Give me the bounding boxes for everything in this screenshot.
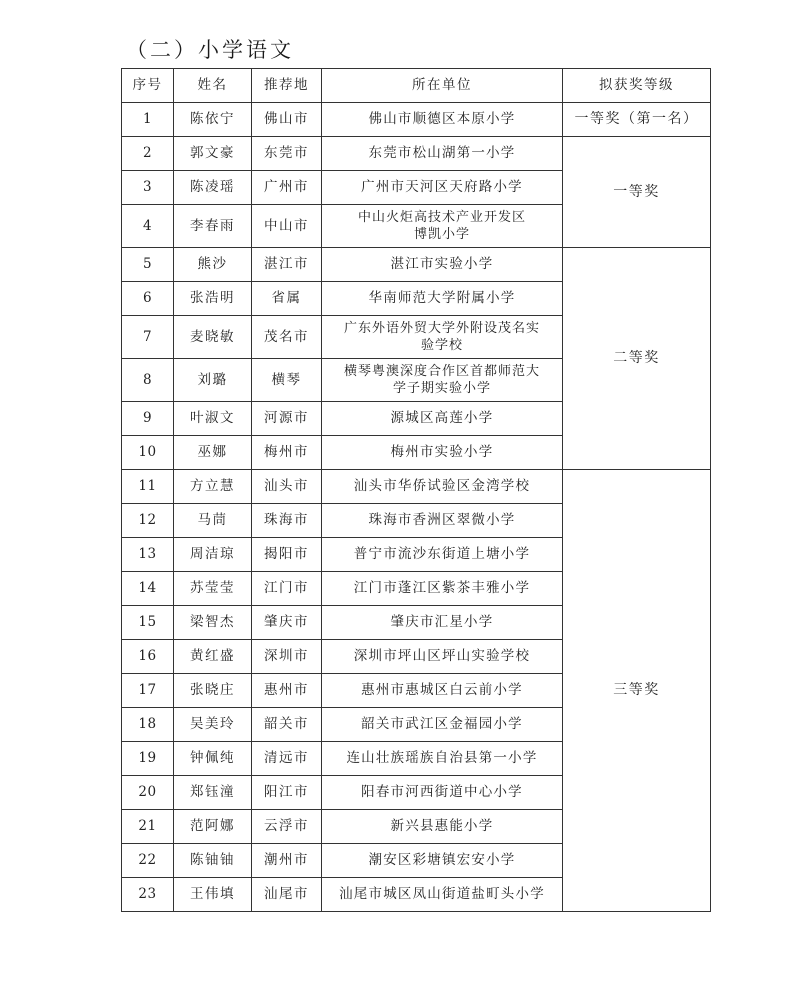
cell-unit: 源城区高莲小学 <box>322 402 563 436</box>
cell-unit-line: 验学校 <box>420 338 463 353</box>
cell-num: 11 <box>122 470 174 504</box>
cell-num: 23 <box>122 878 174 912</box>
table-row <box>122 137 711 171</box>
cell-num: 18 <box>122 708 174 742</box>
cell-unit: 梅州市实验小学 <box>322 436 563 470</box>
cell-unit: 潮安区彩塘镇宏安小学 <box>322 844 563 878</box>
cell-num: 8 <box>122 359 174 402</box>
cell-name: 郭文豪 <box>174 137 252 171</box>
cell-city: 深圳市 <box>252 640 322 674</box>
cell-num: 21 <box>122 810 174 844</box>
cell-city: 佛山市 <box>252 103 322 137</box>
cell-city: 河源市 <box>252 402 322 436</box>
cell-num: 4 <box>122 205 174 248</box>
cell-name: 李春雨 <box>174 205 252 248</box>
cell-unit: 佛山市顺德区本原小学 <box>322 103 563 137</box>
award-table <box>121 68 711 912</box>
table-row <box>122 470 711 504</box>
cell-num: 10 <box>122 436 174 470</box>
section-title: （二）小学语文 <box>126 38 294 62</box>
cell-unit: 汕头市华侨试验区金湾学校 <box>322 470 563 504</box>
cell-unit: 韶关市武江区金福园小学 <box>322 708 563 742</box>
header-award: 拟获奖等级 <box>563 69 711 103</box>
cell-num: 22 <box>122 844 174 878</box>
cell-name: 叶淑文 <box>174 402 252 436</box>
cell-unit: 连山壮族瑶族自治县第一小学 <box>322 742 563 776</box>
cell-city: 广州市 <box>252 171 322 205</box>
cell-name: 麦晓敏 <box>174 316 252 359</box>
cell-name: 熊沙 <box>174 248 252 282</box>
header-city: 推荐地 <box>252 69 322 103</box>
cell-unit-line: 广东外语外贸大学外附设茂名实 <box>343 321 540 336</box>
cell-city: 省属 <box>252 282 322 316</box>
cell-city: 东莞市 <box>252 137 322 171</box>
cell-city: 中山市 <box>252 205 322 248</box>
cell-unit: 汕尾市城区凤山街道盐町头小学 <box>322 878 563 912</box>
cell-num: 5 <box>122 248 174 282</box>
cell-num: 2 <box>122 137 174 171</box>
cell-unit: 惠州市惠城区白云前小学 <box>322 674 563 708</box>
cell-num: 13 <box>122 538 174 572</box>
cell-unit: 华南师范大学附属小学 <box>322 282 563 316</box>
cell-unit: 普宁市流沙东街道上塘小学 <box>322 538 563 572</box>
cell-unit: 新兴县惠能小学 <box>322 810 563 844</box>
cell-award: 一等奖（第一名） <box>563 103 711 137</box>
cell-num: 9 <box>122 402 174 436</box>
cell-name: 郑钰潼 <box>174 776 252 810</box>
table-row <box>122 248 711 282</box>
cell-city: 潮州市 <box>252 844 322 878</box>
cell-name: 张晓庄 <box>174 674 252 708</box>
cell-num: 12 <box>122 504 174 538</box>
cell-num: 16 <box>122 640 174 674</box>
cell-city: 汕尾市 <box>252 878 322 912</box>
cell-name: 王伟填 <box>174 878 252 912</box>
cell-name: 钟佩纯 <box>174 742 252 776</box>
header-unit: 所在单位 <box>322 69 563 103</box>
cell-award: 三等奖 <box>563 470 711 912</box>
cell-city: 阳江市 <box>252 776 322 810</box>
cell-unit: 阳春市河西街道中心小学 <box>322 776 563 810</box>
cell-name: 周洁琼 <box>174 538 252 572</box>
cell-name: 黄红盛 <box>174 640 252 674</box>
cell-unit-line: 博凯小学 <box>413 227 470 242</box>
cell-num: 17 <box>122 674 174 708</box>
cell-city: 揭阳市 <box>252 538 322 572</box>
cell-unit: 江门市蓬江区紫茶丰雅小学 <box>322 572 563 606</box>
cell-award: 二等奖 <box>563 248 711 470</box>
cell-name: 刘璐 <box>174 359 252 402</box>
cell-name: 范阿娜 <box>174 810 252 844</box>
cell-city: 湛江市 <box>252 248 322 282</box>
cell-city: 茂名市 <box>252 316 322 359</box>
table-row <box>122 103 711 137</box>
cell-num: 19 <box>122 742 174 776</box>
cell-num: 6 <box>122 282 174 316</box>
cell-name: 陈依宁 <box>174 103 252 137</box>
cell-name: 张浩明 <box>174 282 252 316</box>
header-name: 姓名 <box>174 69 252 103</box>
cell-city: 横琴 <box>252 359 322 402</box>
cell-name: 梁智杰 <box>174 606 252 640</box>
cell-name: 吴美玲 <box>174 708 252 742</box>
table-header-row <box>122 69 711 103</box>
cell-award: 一等奖 <box>563 137 711 248</box>
cell-city: 清远市 <box>252 742 322 776</box>
cell-unit: 湛江市实验小学 <box>322 248 563 282</box>
cell-city: 汕头市 <box>252 470 322 504</box>
cell-name: 方立慧 <box>174 470 252 504</box>
cell-name: 陈铀铀 <box>174 844 252 878</box>
cell-num: 1 <box>122 103 174 137</box>
cell-unit: 珠海市香洲区翠微小学 <box>322 504 563 538</box>
cell-num: 15 <box>122 606 174 640</box>
header-num: 序号 <box>122 69 174 103</box>
cell-unit-line: 横琴粤澳深度合作区首都师范大 <box>343 364 540 379</box>
cell-name: 陈凌瑶 <box>174 171 252 205</box>
cell-city: 珠海市 <box>252 504 322 538</box>
cell-name: 马茼 <box>174 504 252 538</box>
cell-unit: 深圳市坪山区坪山实验学校 <box>322 640 563 674</box>
cell-city: 江门市 <box>252 572 322 606</box>
cell-num: 3 <box>122 171 174 205</box>
cell-unit <box>322 316 563 359</box>
cell-unit: 东莞市松山湖第一小学 <box>322 137 563 171</box>
cell-city: 韶关市 <box>252 708 322 742</box>
cell-city: 云浮市 <box>252 810 322 844</box>
cell-city: 肇庆市 <box>252 606 322 640</box>
cell-name: 苏莹莹 <box>174 572 252 606</box>
cell-unit-line: 学子期实验小学 <box>392 381 491 396</box>
cell-unit: 肇庆市汇星小学 <box>322 606 563 640</box>
cell-num: 20 <box>122 776 174 810</box>
cell-city: 梅州市 <box>252 436 322 470</box>
cell-num: 14 <box>122 572 174 606</box>
cell-unit: 广州市天河区天府路小学 <box>322 171 563 205</box>
cell-name: 巫娜 <box>174 436 252 470</box>
cell-unit <box>322 205 563 248</box>
cell-unit <box>322 359 563 402</box>
cell-unit-line: 中山火炬高技术产业开发区 <box>357 210 526 225</box>
cell-city: 惠州市 <box>252 674 322 708</box>
cell-num: 7 <box>122 316 174 359</box>
